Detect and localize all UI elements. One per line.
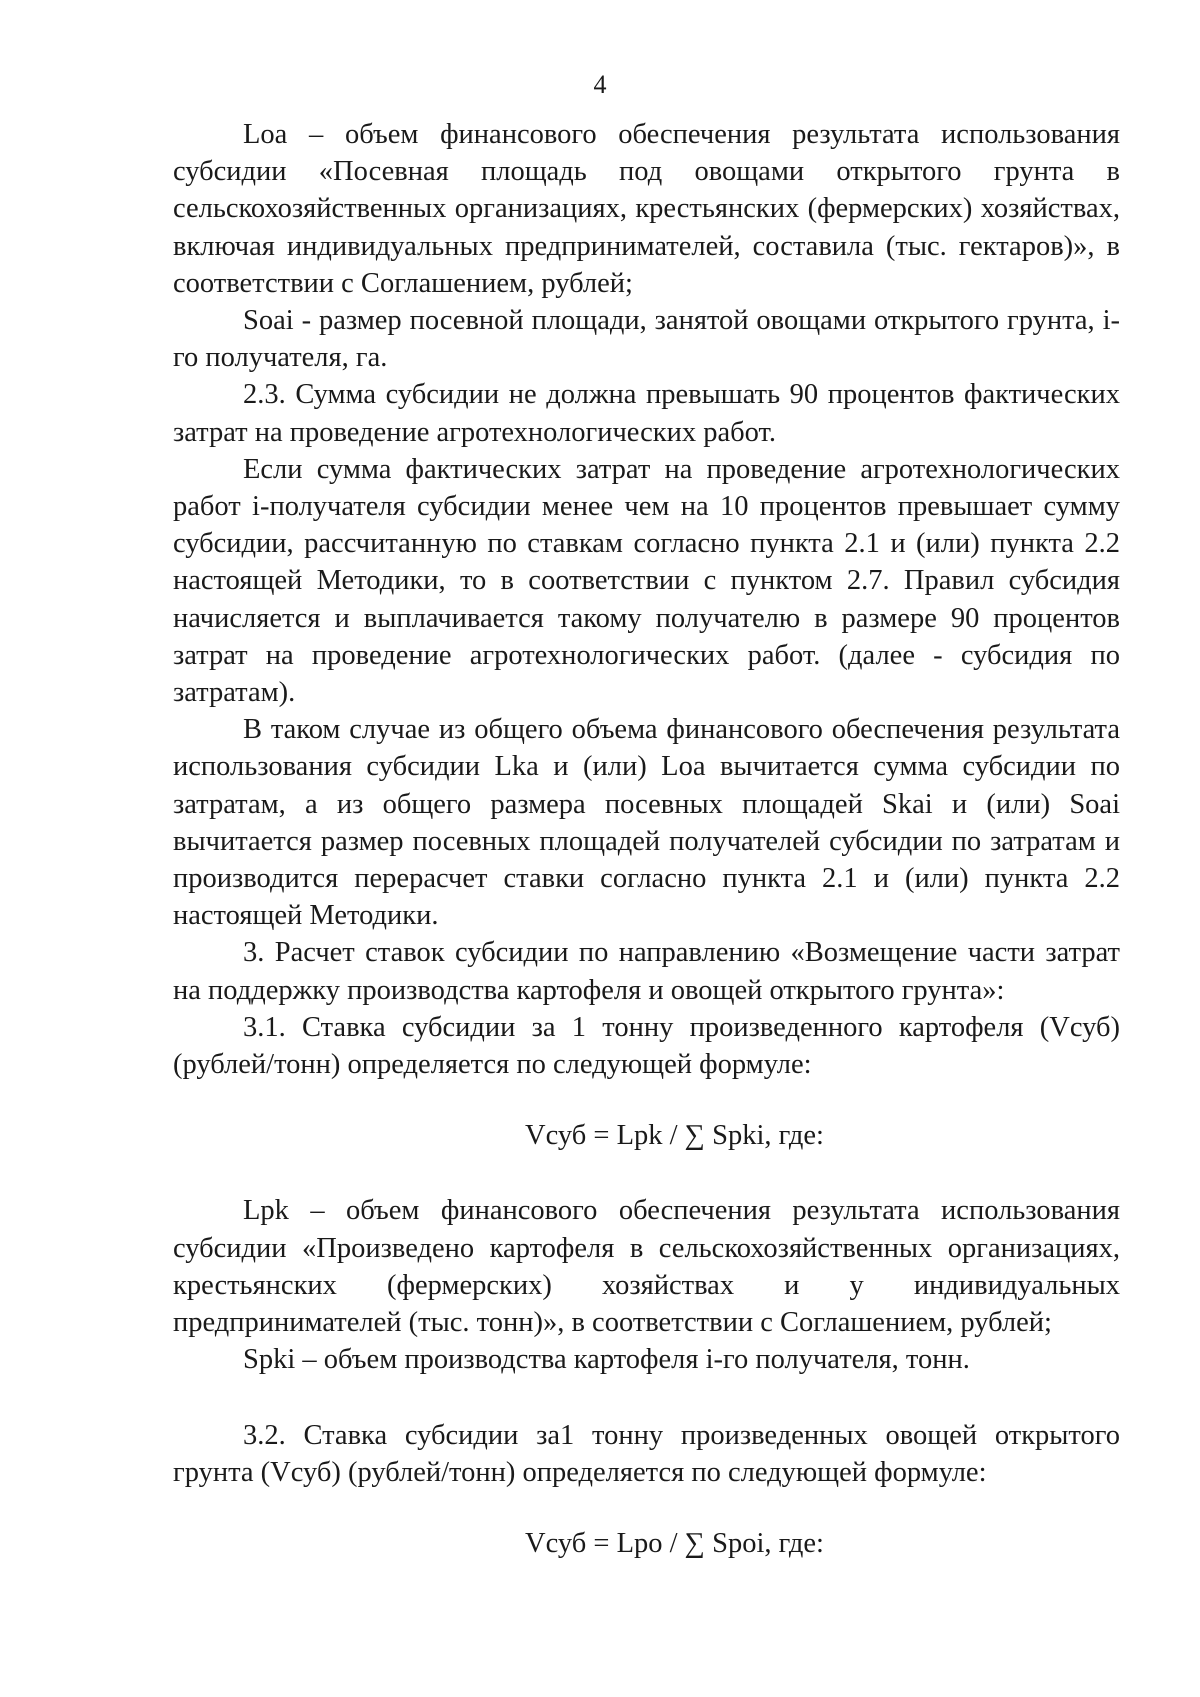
paragraph-actual-costs: Если сумма фактических затрат на проведение агротехнологических работ i-получателя субсидии менее чем на 10 процентов превышает сумму субсидии, рассчитанную по ставкам согласно пункта 2.1 и (или) пункта 2.2 настоящей Методики, то в соответствии с пунктом 2.7. Правил субсидия начисляется и выплачивается такому получателю в размере 90 процентов затрат на проведение агротехнологических работ. (далее - субсидия по затратам).	[173, 453, 1120, 709]
page-number: 4	[593, 70, 607, 99]
paragraph-2-3: 2.3. Сумма субсидии не должна превышать 90 процентов фактических затрат на проведение агротехнологических работ.	[173, 379, 1120, 448]
paragraph-recalculation: В таком случае из общего объема финансового обеспечения результата использования субсидии Lka и (или) Loa вычитается сумма субсидии по затратам, а из общего размера посевных площадей Skai и (или) Soai вычитается размер посевных площадей получателей субсидии по затратам и производится перерасчет ставки согласно пункта 2.1 и (или) пункта 2.2 настоящей Методики.	[173, 714, 1120, 932]
paragraph-3-1: 3.1. Ставка субсидии за 1 тонну произведенного картофеля (Vсуб) (рублей/тонн) определяется по следующей формуле:	[173, 1011, 1120, 1081]
paragraph-3-2: 3.2. Ставка субсидии за1 тонну произведенных овощей открытого грунта (Vсуб) (рублей/тонн) определяется по следующей формуле:	[173, 1419, 1120, 1488]
formula-potato-rate: Vсуб = Lpk / ∑ Spki, где:	[525, 1120, 824, 1152]
formula-vegetable-rate: Vсуб = Lpo / ∑ Spoi, где:	[525, 1527, 824, 1559]
paragraph-spki-definition: Spki – объем производства картофеля i-го получателя, тонн.	[243, 1344, 970, 1376]
paragraph-section-3: 3. Расчет ставок субсидии по направлению «Возмещение части затрат на поддержку производства картофеля и овощей открытого грунта»:	[173, 937, 1120, 1006]
paragraph-loa-definition: Loa – объем финансового обеспечения результата использования субсидии «Посевная площадь под овощами открытого грунта в сельскохозяйственных организациях, крестьянских (фермерских) хозяйствах, включая индивидуальных предпринимателей, составила (тыс. гектаров)», в соответствии с Соглашением, рублей;	[173, 119, 1120, 299]
document-body	[173, 116, 1120, 1562]
paragraph-lpk-definition: Lpk – объем финансового обеспечения результата использования субсидии «Произведено картофеля в сельскохозяйственных организациях, крестьянских (фермерских) хозяйствах и у индивидуальных предпринимателей (тыс. тонн)», в соответствии с Соглашением, рублей;	[173, 1195, 1120, 1339]
paragraph-soai-definition: Soai - размер посевной площади, занятой овощами открытого грунта, i-го получателя, га.	[173, 305, 1120, 374]
